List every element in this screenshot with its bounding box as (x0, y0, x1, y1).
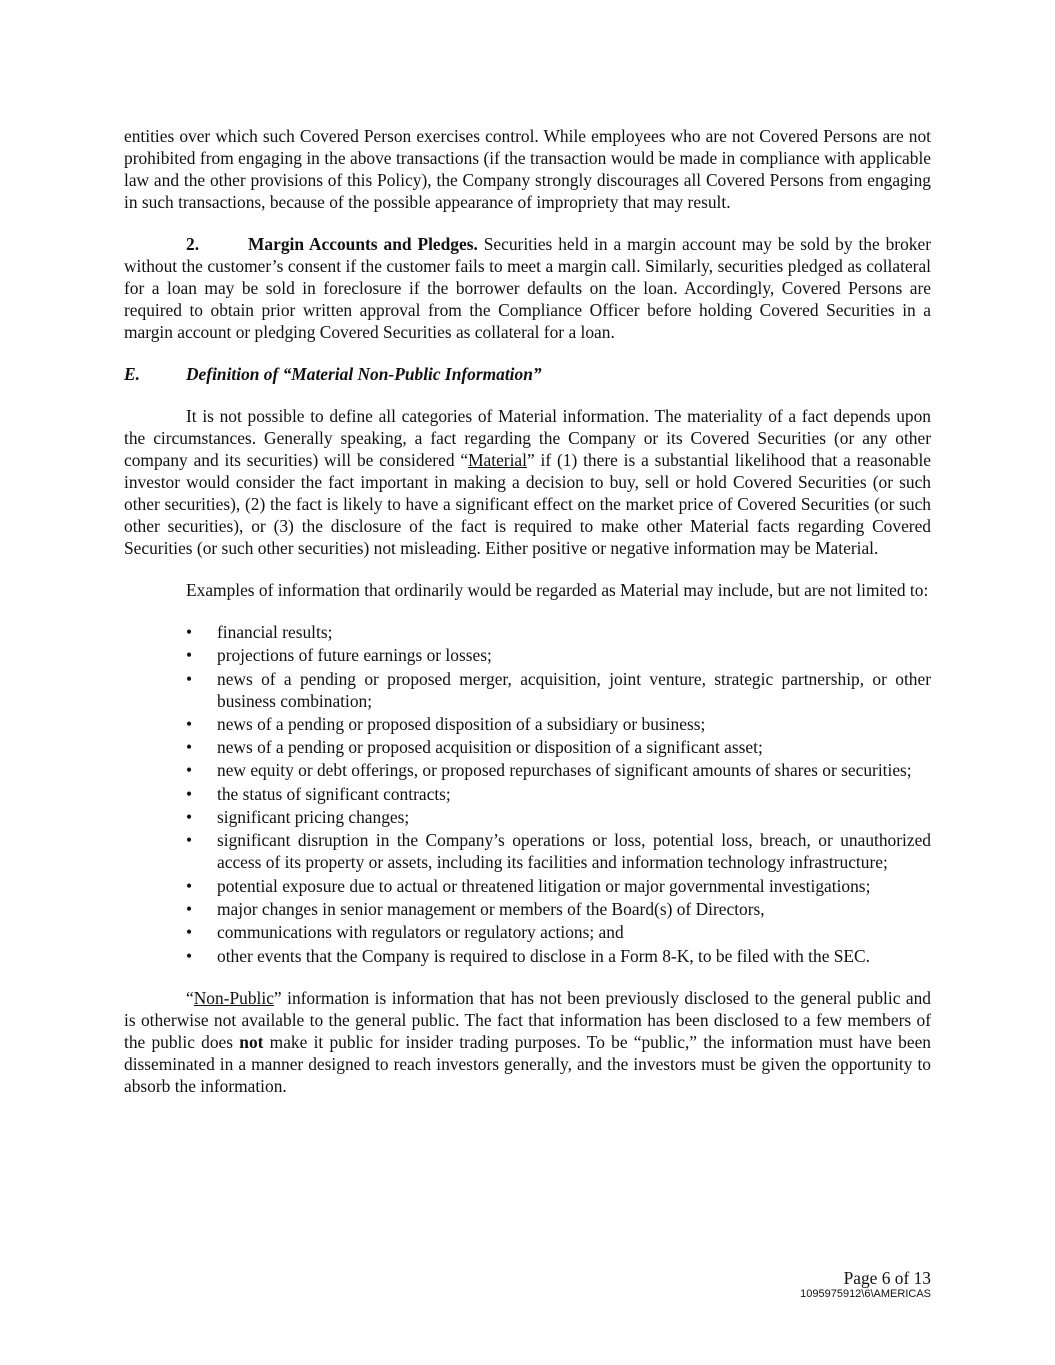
material-examples-list (124, 621, 931, 967)
list-item-text: the status of significant contracts; (217, 783, 451, 804)
list-item (124, 829, 931, 873)
bullet-icon: • (186, 713, 193, 734)
non-public-term: Non-Public (193, 987, 274, 1008)
bullet-icon: • (186, 898, 193, 919)
material-text-after: ” if (1) there is a substantial likelihood that a reasonable investor would consider the fact important in making a decision to buy, sell or hold Covered Securities (or such other securities), (2) the fact is likely to have a significant effect on the market price of Covered Securities (or such other securities), or (3) the disclosure of the fact is required to make other Material facts regarding Covered Securities (or such other securities) not misleading. Either positive or negative information may be Material. (124, 450, 931, 558)
non-public-definition-paragraph (124, 987, 931, 1097)
intro-paragraph: entities over which such Covered Person exercises control. While employees who are not Covered Persons are not prohibited from engaging in the above transactions (if the transaction would be made in compliance with applicable law and the other provisions of this Policy), the Company strongly discourages all Covered Persons from engaging in such transactions, because of the possible appearance of impropriety that may result. (124, 126, 931, 212)
document-body (124, 125, 931, 1097)
bullet-icon: • (186, 760, 193, 781)
list-item-text: other events that the Company is required to disclose in a Form 8-K, to be filed with the SEC. (217, 945, 870, 966)
list-item (124, 898, 931, 920)
section-2-paragraph (124, 233, 931, 343)
list-item-text: news of a pending or proposed disposition of a subsidiary or business; (217, 713, 706, 734)
list-item-text: news of a pending or proposed acquisition or disposition of a significant asset; (217, 737, 763, 758)
section-2-number: 2. (186, 234, 200, 254)
list-item (124, 783, 931, 805)
nonpublic-open-quote: “ (186, 987, 194, 1008)
list-item-text: financial results; (217, 622, 333, 642)
examples-intro-paragraph: Examples of information that ordinarily would be regarded as Material may include, but are not limited to: (186, 580, 929, 600)
bullet-icon: • (186, 622, 193, 642)
nonpublic-text-1: ” information is information that has not been previously disclosed to the general public and is otherwise not available to the general public. The fact that information has been disclosed to a few members of the public does (124, 987, 931, 1052)
list-item-text: communications with regulators or regulatory actions; and (217, 922, 624, 943)
list-item-text: news of a pending or proposed merger, acquisition, joint venture, strategic partnership, or other business combination; (217, 668, 931, 711)
bullet-icon: • (186, 807, 193, 828)
material-definition-paragraph (124, 405, 931, 559)
list-item (124, 759, 931, 781)
list-item-text: projections of future earnings or losses; (217, 645, 492, 666)
list-item (124, 644, 931, 666)
list-item (124, 921, 931, 943)
bullet-icon: • (186, 830, 193, 851)
list-item-text: significant pricing changes; (217, 807, 410, 828)
list-item-text: major changes in senior management or members of the Board(s) of Directors, (217, 898, 765, 919)
list-item (124, 945, 931, 967)
section-2-title: Margin Accounts and Pledges. (248, 234, 478, 254)
bullet-icon: • (186, 922, 193, 943)
section-2-text: Securities held in a margin account may be sold by the broker without the customer’s consent if the customer fails to meet a margin call. Similarly, securities pledged as collateral for a loan may be sold in foreclosure if the borrower defaults on the loan. Accordingly, Covered Persons are required to obtain prior written approval from the Compliance Officer before holding Covered Securities in a margin account or pledging Covered Securities as collateral for a loan. (124, 234, 931, 342)
bullet-icon: • (186, 945, 193, 966)
list-item-text: new equity or debt offerings, or proposed repurchases of significant amounts of shares or securities; (217, 760, 912, 781)
page-footer (800, 1268, 931, 1301)
list-item-text: potential exposure due to actual or threatened litigation or major governmental investigations; (217, 875, 871, 896)
bullet-icon: • (186, 783, 193, 804)
section-e-title: Definition of “Material Non-Public Information” (186, 364, 542, 384)
bullet-icon: • (186, 875, 193, 896)
nonpublic-text-2: make it public for insider trading purposes. To be “public,” the information must have been disseminated in a manner designed to reach investors generally, and the investors must be given the opportunity to absorb the information. (124, 1031, 931, 1096)
material-text-before: It is not possible to define all categories of Material information. The materiality of a fact depends upon the circumstances. Generally speaking, a fact regarding the Company or its Covered Securities (or any other company and its securities) will be considered “ (124, 406, 931, 470)
list-item (124, 713, 931, 735)
document-id: 1095975912\6\AMERICAS (800, 1288, 931, 1300)
page-number: Page 6 of 13 (843, 1268, 931, 1288)
section-e-letter: E. (124, 364, 140, 384)
list-item (124, 736, 931, 758)
bullet-icon: • (186, 668, 193, 689)
list-item (124, 668, 931, 712)
not-emphasis: not (239, 1031, 264, 1052)
list-item-text: significant disruption in the Company’s operations or loss, potential loss, breach, or unauthorized access of its property or assets, including its facilities and information technology infrastructure; (217, 830, 931, 873)
bullet-icon: • (186, 737, 193, 758)
bullet-icon: • (186, 645, 193, 666)
list-item (124, 621, 931, 643)
material-term: Material (468, 450, 527, 470)
list-item (124, 875, 931, 897)
list-item (124, 806, 931, 828)
section-e-heading (124, 363, 931, 385)
